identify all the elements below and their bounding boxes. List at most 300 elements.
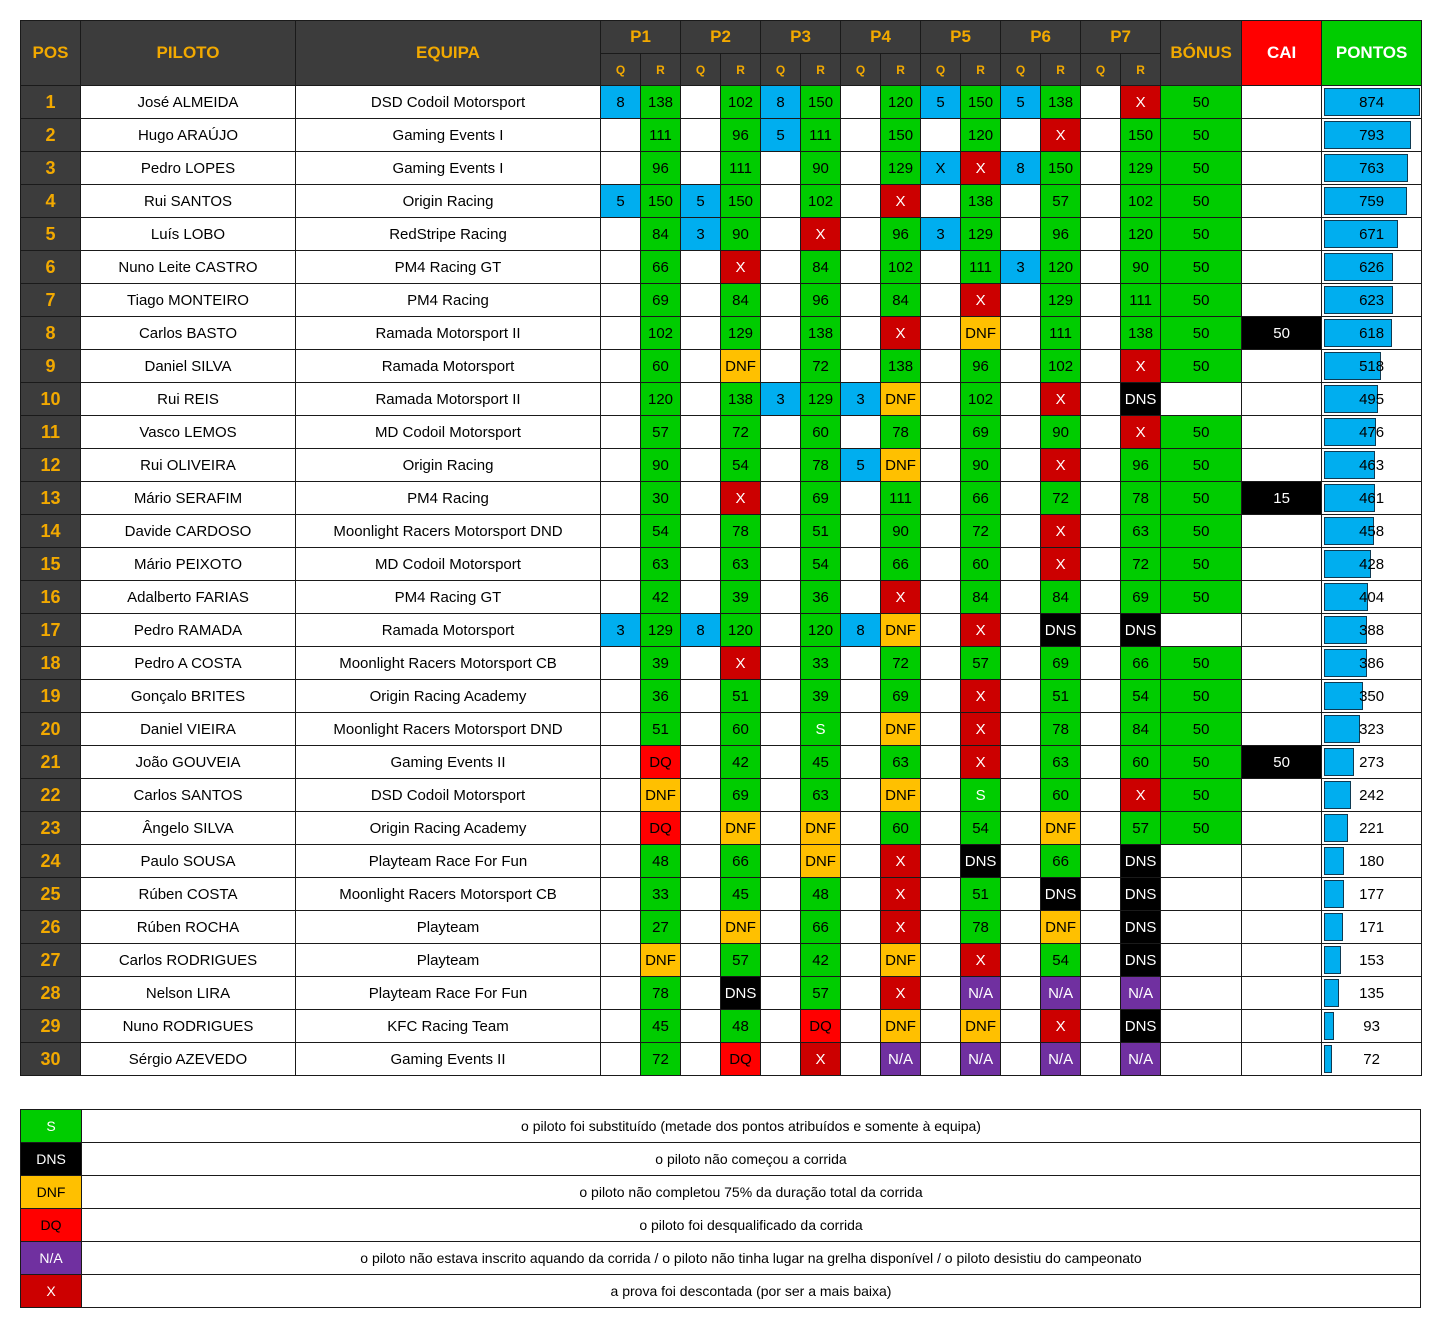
header-p2-q: Q bbox=[681, 54, 721, 86]
race-p1-cell: 39 bbox=[641, 647, 681, 680]
race-p5-cell: 120 bbox=[961, 119, 1001, 152]
qualifying-p5-cell bbox=[921, 647, 961, 680]
race-p1-cell: 48 bbox=[641, 845, 681, 878]
position-cell: 5 bbox=[21, 218, 81, 251]
points-bar bbox=[1324, 781, 1351, 809]
race-p6-cell: 102 bbox=[1041, 350, 1081, 383]
points-cell bbox=[1322, 713, 1422, 746]
points-value: 671 bbox=[1359, 225, 1385, 243]
qualifying-p3-cell bbox=[761, 812, 801, 845]
legend-row bbox=[21, 1275, 1421, 1308]
race-p6-cell: X bbox=[1041, 515, 1081, 548]
race-p5-cell: DNF bbox=[961, 317, 1001, 350]
race-p6-cell: DNS bbox=[1041, 878, 1081, 911]
header-p6-r: R bbox=[1041, 54, 1081, 86]
qualifying-p2-cell bbox=[681, 1010, 721, 1043]
qualifying-p7-cell bbox=[1081, 746, 1121, 779]
qualifying-p7-cell bbox=[1081, 119, 1121, 152]
legend-row bbox=[21, 1143, 1421, 1176]
race-p7-cell: DNS bbox=[1121, 614, 1161, 647]
team-name: KFC Racing Team bbox=[296, 1010, 601, 1043]
cai-cell bbox=[1242, 944, 1322, 977]
qualifying-p7-cell bbox=[1081, 845, 1121, 878]
qualifying-p7-cell bbox=[1081, 152, 1121, 185]
cai-cell bbox=[1242, 350, 1322, 383]
qualifying-p4-cell bbox=[841, 1043, 881, 1076]
race-p1-cell: DNF bbox=[641, 779, 681, 812]
qualifying-p6-cell bbox=[1001, 746, 1041, 779]
qualifying-p1-cell bbox=[601, 152, 641, 185]
qualifying-p2-cell bbox=[681, 1043, 721, 1076]
driver-name: Nuno Leite CASTRO bbox=[81, 251, 296, 284]
table-row bbox=[21, 1043, 1422, 1076]
points-cell bbox=[1322, 86, 1422, 119]
race-p6-cell: 51 bbox=[1041, 680, 1081, 713]
driver-name: Adalberto FARIAS bbox=[81, 581, 296, 614]
table-row bbox=[21, 647, 1422, 680]
race-p1-cell: 138 bbox=[641, 86, 681, 119]
team-name: PM4 Racing bbox=[296, 482, 601, 515]
team-name: PM4 Racing GT bbox=[296, 251, 601, 284]
qualifying-p6-cell bbox=[1001, 185, 1041, 218]
race-p6-cell: X bbox=[1041, 119, 1081, 152]
qualifying-p3-cell bbox=[761, 614, 801, 647]
race-p2-cell: 90 bbox=[721, 218, 761, 251]
race-p5-cell: 54 bbox=[961, 812, 1001, 845]
qualifying-p2-cell: 5 bbox=[681, 185, 721, 218]
team-name: MD Codoil Motorsport bbox=[296, 416, 601, 449]
qualifying-p5-cell bbox=[921, 581, 961, 614]
header-p1-r: R bbox=[641, 54, 681, 86]
race-p5-cell: 84 bbox=[961, 581, 1001, 614]
race-p4-cell: 69 bbox=[881, 680, 921, 713]
qualifying-p7-cell bbox=[1081, 647, 1121, 680]
qualifying-p3-cell bbox=[761, 185, 801, 218]
qualifying-p5-cell bbox=[921, 977, 961, 1010]
qualifying-p6-cell bbox=[1001, 119, 1041, 152]
bonus-cell bbox=[1161, 845, 1242, 878]
driver-name: Carlos RODRIGUES bbox=[81, 944, 296, 977]
team-name: MD Codoil Motorsport bbox=[296, 548, 601, 581]
race-p2-cell: DQ bbox=[721, 1043, 761, 1076]
bonus-cell: 50 bbox=[1161, 218, 1242, 251]
race-p7-cell: DNS bbox=[1121, 911, 1161, 944]
table-row bbox=[21, 911, 1422, 944]
header-p3-q: Q bbox=[761, 54, 801, 86]
qualifying-p3-cell bbox=[761, 944, 801, 977]
race-p5-cell: 111 bbox=[961, 251, 1001, 284]
bonus-cell: 50 bbox=[1161, 86, 1242, 119]
driver-name: Rui SANTOS bbox=[81, 185, 296, 218]
qualifying-p1-cell bbox=[601, 515, 641, 548]
table-row bbox=[21, 383, 1422, 416]
bonus-cell: 50 bbox=[1161, 482, 1242, 515]
legend-row bbox=[21, 1209, 1421, 1242]
race-p3-cell: 39 bbox=[801, 680, 841, 713]
race-p2-cell: 66 bbox=[721, 845, 761, 878]
race-p3-cell: 84 bbox=[801, 251, 841, 284]
points-value: 386 bbox=[1359, 654, 1385, 672]
driver-name: Rúben COSTA bbox=[81, 878, 296, 911]
position-cell: 22 bbox=[21, 779, 81, 812]
qualifying-p7-cell bbox=[1081, 185, 1121, 218]
race-p3-cell: 120 bbox=[801, 614, 841, 647]
qualifying-p3-cell bbox=[761, 152, 801, 185]
race-p5-cell: 57 bbox=[961, 647, 1001, 680]
race-p7-cell: X bbox=[1121, 779, 1161, 812]
race-p1-cell: 102 bbox=[641, 317, 681, 350]
table-row bbox=[21, 185, 1422, 218]
race-p3-cell: DQ bbox=[801, 1010, 841, 1043]
race-p1-cell: 111 bbox=[641, 119, 681, 152]
team-name: Moonlight Racers Motorsport CB bbox=[296, 878, 601, 911]
qualifying-p6-cell bbox=[1001, 779, 1041, 812]
qualifying-p2-cell bbox=[681, 977, 721, 1010]
team-name: PM4 Racing GT bbox=[296, 581, 601, 614]
race-p3-cell: 69 bbox=[801, 482, 841, 515]
race-p4-cell: DNF bbox=[881, 713, 921, 746]
race-p5-cell: 129 bbox=[961, 218, 1001, 251]
qualifying-p4-cell bbox=[841, 944, 881, 977]
legend-code: S bbox=[21, 1110, 82, 1143]
table-row bbox=[21, 152, 1422, 185]
points-cell bbox=[1322, 218, 1422, 251]
position-cell: 26 bbox=[21, 911, 81, 944]
race-p4-cell: X bbox=[881, 317, 921, 350]
header-cai: CAI bbox=[1242, 21, 1322, 86]
race-p6-cell: 60 bbox=[1041, 779, 1081, 812]
position-cell: 8 bbox=[21, 317, 81, 350]
qualifying-p3-cell: 8 bbox=[761, 86, 801, 119]
qualifying-p7-cell bbox=[1081, 350, 1121, 383]
race-p6-cell: X bbox=[1041, 1010, 1081, 1043]
qualifying-p2-cell bbox=[681, 680, 721, 713]
points-value: 135 bbox=[1359, 984, 1385, 1002]
race-p6-cell: DNS bbox=[1041, 614, 1081, 647]
qualifying-p5-cell bbox=[921, 746, 961, 779]
qualifying-p1-cell bbox=[601, 911, 641, 944]
header-p4-r: R bbox=[881, 54, 921, 86]
race-p6-cell: DNF bbox=[1041, 812, 1081, 845]
race-p1-cell: 33 bbox=[641, 878, 681, 911]
qualifying-p4-cell bbox=[841, 86, 881, 119]
position-cell: 19 bbox=[21, 680, 81, 713]
cai-cell bbox=[1242, 779, 1322, 812]
race-p2-cell: 129 bbox=[721, 317, 761, 350]
race-p2-cell: X bbox=[721, 647, 761, 680]
driver-name: Luís LOBO bbox=[81, 218, 296, 251]
driver-name: Tiago MONTEIRO bbox=[81, 284, 296, 317]
driver-name: Nuno RODRIGUES bbox=[81, 1010, 296, 1043]
driver-name: Hugo ARAÚJO bbox=[81, 119, 296, 152]
race-p5-cell: DNS bbox=[961, 845, 1001, 878]
race-p2-cell: 63 bbox=[721, 548, 761, 581]
qualifying-p2-cell bbox=[681, 317, 721, 350]
race-p1-cell: 36 bbox=[641, 680, 681, 713]
team-name: Playteam bbox=[296, 944, 601, 977]
bonus-cell: 50 bbox=[1161, 515, 1242, 548]
bonus-cell: 50 bbox=[1161, 812, 1242, 845]
race-p3-cell: 42 bbox=[801, 944, 841, 977]
driver-name: Daniel SILVA bbox=[81, 350, 296, 383]
header-p1-q: Q bbox=[601, 54, 641, 86]
qualifying-p4-cell bbox=[841, 680, 881, 713]
qualifying-p3-cell bbox=[761, 416, 801, 449]
race-p2-cell: 69 bbox=[721, 779, 761, 812]
position-cell: 7 bbox=[21, 284, 81, 317]
cai-cell: 50 bbox=[1242, 317, 1322, 350]
qualifying-p4-cell bbox=[841, 845, 881, 878]
points-value: 221 bbox=[1359, 819, 1385, 837]
bonus-cell: 50 bbox=[1161, 746, 1242, 779]
qualifying-p2-cell bbox=[681, 581, 721, 614]
team-name: Playteam bbox=[296, 911, 601, 944]
qualifying-p7-cell bbox=[1081, 581, 1121, 614]
bonus-cell: 50 bbox=[1161, 548, 1242, 581]
race-p7-cell: 90 bbox=[1121, 251, 1161, 284]
qualifying-p5-cell bbox=[921, 383, 961, 416]
qualifying-p4-cell bbox=[841, 350, 881, 383]
race-p2-cell: 51 bbox=[721, 680, 761, 713]
race-p7-cell: 84 bbox=[1121, 713, 1161, 746]
bonus-cell: 50 bbox=[1161, 647, 1242, 680]
points-cell bbox=[1322, 911, 1422, 944]
header-pos: POS bbox=[21, 21, 81, 86]
race-p4-cell: 90 bbox=[881, 515, 921, 548]
qualifying-p6-cell bbox=[1001, 911, 1041, 944]
race-p4-cell: X bbox=[881, 911, 921, 944]
race-p7-cell: 102 bbox=[1121, 185, 1161, 218]
qualifying-p3-cell bbox=[761, 317, 801, 350]
race-p5-cell: 60 bbox=[961, 548, 1001, 581]
race-p4-cell: DNF bbox=[881, 779, 921, 812]
qualifying-p4-cell bbox=[841, 284, 881, 317]
race-p1-cell: 51 bbox=[641, 713, 681, 746]
points-cell bbox=[1322, 812, 1422, 845]
qualifying-p1-cell: 5 bbox=[601, 185, 641, 218]
legend-code: N/A bbox=[21, 1242, 82, 1275]
qualifying-p4-cell bbox=[841, 779, 881, 812]
race-p1-cell: 45 bbox=[641, 1010, 681, 1043]
points-value: 495 bbox=[1359, 390, 1385, 408]
race-p4-cell: DNF bbox=[881, 1010, 921, 1043]
bonus-cell: 50 bbox=[1161, 251, 1242, 284]
race-p2-cell: 111 bbox=[721, 152, 761, 185]
team-name: Ramada Motorsport bbox=[296, 614, 601, 647]
points-bar bbox=[1324, 880, 1343, 908]
race-p5-cell: X bbox=[961, 614, 1001, 647]
header-p3-r: R bbox=[801, 54, 841, 86]
race-p4-cell: DNF bbox=[881, 944, 921, 977]
qualifying-p2-cell bbox=[681, 515, 721, 548]
race-p5-cell: 90 bbox=[961, 449, 1001, 482]
points-cell bbox=[1322, 548, 1422, 581]
bonus-cell: 50 bbox=[1161, 416, 1242, 449]
race-p6-cell: N/A bbox=[1041, 1043, 1081, 1076]
race-p1-cell: 69 bbox=[641, 284, 681, 317]
legend-code: X bbox=[21, 1275, 82, 1308]
race-p2-cell: 54 bbox=[721, 449, 761, 482]
legend-row bbox=[21, 1110, 1421, 1143]
race-p2-cell: 39 bbox=[721, 581, 761, 614]
cai-cell: 15 bbox=[1242, 482, 1322, 515]
legend-description: o piloto não começou a corrida bbox=[82, 1143, 1421, 1176]
qualifying-p7-cell bbox=[1081, 944, 1121, 977]
qualifying-p4-cell bbox=[841, 647, 881, 680]
race-p3-cell: 90 bbox=[801, 152, 841, 185]
position-cell: 23 bbox=[21, 812, 81, 845]
table-row bbox=[21, 284, 1422, 317]
points-cell bbox=[1322, 251, 1422, 284]
bonus-cell: 50 bbox=[1161, 119, 1242, 152]
cai-cell bbox=[1242, 581, 1322, 614]
qualifying-p1-cell bbox=[601, 482, 641, 515]
qualifying-p4-cell bbox=[841, 251, 881, 284]
qualifying-p7-cell bbox=[1081, 548, 1121, 581]
header-race-p6: P6 bbox=[1001, 21, 1081, 54]
qualifying-p1-cell bbox=[601, 251, 641, 284]
position-cell: 4 bbox=[21, 185, 81, 218]
race-p3-cell: 138 bbox=[801, 317, 841, 350]
table-row bbox=[21, 779, 1422, 812]
race-p2-cell: DNF bbox=[721, 812, 761, 845]
cai-cell bbox=[1242, 119, 1322, 152]
points-value: 350 bbox=[1359, 687, 1385, 705]
qualifying-p6-cell bbox=[1001, 977, 1041, 1010]
table-row bbox=[21, 977, 1422, 1010]
qualifying-p2-cell bbox=[681, 713, 721, 746]
bonus-cell: 50 bbox=[1161, 185, 1242, 218]
qualifying-p2-cell bbox=[681, 284, 721, 317]
qualifying-p6-cell bbox=[1001, 1010, 1041, 1043]
bonus-cell: 50 bbox=[1161, 317, 1242, 350]
cai-cell bbox=[1242, 911, 1322, 944]
race-p4-cell: DNF bbox=[881, 449, 921, 482]
driver-name: Ângelo SILVA bbox=[81, 812, 296, 845]
qualifying-p5-cell bbox=[921, 185, 961, 218]
driver-name: Nelson LIRA bbox=[81, 977, 296, 1010]
race-p3-cell: 33 bbox=[801, 647, 841, 680]
race-p1-cell: DQ bbox=[641, 746, 681, 779]
race-p7-cell: DNS bbox=[1121, 383, 1161, 416]
position-cell: 18 bbox=[21, 647, 81, 680]
race-p5-cell: DNF bbox=[961, 1010, 1001, 1043]
qualifying-p5-cell bbox=[921, 779, 961, 812]
cai-cell bbox=[1242, 152, 1322, 185]
qualifying-p5-cell bbox=[921, 845, 961, 878]
driver-name: Vasco LEMOS bbox=[81, 416, 296, 449]
qualifying-p2-cell bbox=[681, 548, 721, 581]
points-value: 428 bbox=[1359, 555, 1385, 573]
qualifying-p2-cell bbox=[681, 878, 721, 911]
points-cell bbox=[1322, 416, 1422, 449]
position-cell: 24 bbox=[21, 845, 81, 878]
qualifying-p4-cell bbox=[841, 119, 881, 152]
race-p3-cell: X bbox=[801, 1043, 841, 1076]
table-row bbox=[21, 350, 1422, 383]
race-p1-cell: 42 bbox=[641, 581, 681, 614]
driver-name: Daniel VIEIRA bbox=[81, 713, 296, 746]
team-name: Gaming Events II bbox=[296, 746, 601, 779]
points-cell bbox=[1322, 779, 1422, 812]
qualifying-p1-cell bbox=[601, 878, 641, 911]
qualifying-p1-cell bbox=[601, 284, 641, 317]
driver-name: Rui REIS bbox=[81, 383, 296, 416]
qualifying-p3-cell bbox=[761, 977, 801, 1010]
table-row bbox=[21, 482, 1422, 515]
team-name: Playteam Race For Fun bbox=[296, 977, 601, 1010]
table-row bbox=[21, 317, 1422, 350]
race-p1-cell: 150 bbox=[641, 185, 681, 218]
qualifying-p7-cell bbox=[1081, 878, 1121, 911]
qualifying-p6-cell bbox=[1001, 713, 1041, 746]
race-p1-cell: 96 bbox=[641, 152, 681, 185]
qualifying-p7-cell bbox=[1081, 977, 1121, 1010]
race-p4-cell: N/A bbox=[881, 1043, 921, 1076]
race-p1-cell: DNF bbox=[641, 944, 681, 977]
qualifying-p2-cell bbox=[681, 416, 721, 449]
qualifying-p5-cell bbox=[921, 944, 961, 977]
driver-name: Rúben ROCHA bbox=[81, 911, 296, 944]
qualifying-p5-cell bbox=[921, 911, 961, 944]
legend-description: o piloto foi desqualificado da corrida bbox=[82, 1209, 1421, 1242]
table-row bbox=[21, 1010, 1422, 1043]
race-p4-cell: DNF bbox=[881, 614, 921, 647]
race-p6-cell: X bbox=[1041, 548, 1081, 581]
race-p7-cell: DNS bbox=[1121, 878, 1161, 911]
race-p7-cell: 66 bbox=[1121, 647, 1161, 680]
race-p6-cell: 120 bbox=[1041, 251, 1081, 284]
race-p2-cell: X bbox=[721, 251, 761, 284]
qualifying-p7-cell bbox=[1081, 416, 1121, 449]
race-p3-cell: 66 bbox=[801, 911, 841, 944]
qualifying-p6-cell bbox=[1001, 581, 1041, 614]
race-p2-cell: 78 bbox=[721, 515, 761, 548]
points-cell bbox=[1322, 515, 1422, 548]
points-cell bbox=[1322, 317, 1422, 350]
race-p7-cell: X bbox=[1121, 350, 1161, 383]
qualifying-p5-cell bbox=[921, 449, 961, 482]
race-p3-cell: 63 bbox=[801, 779, 841, 812]
race-p2-cell: DNF bbox=[721, 350, 761, 383]
position-cell: 21 bbox=[21, 746, 81, 779]
position-cell: 27 bbox=[21, 944, 81, 977]
points-cell bbox=[1322, 1010, 1422, 1043]
qualifying-p7-cell bbox=[1081, 383, 1121, 416]
header-p7-r: R bbox=[1121, 54, 1161, 86]
race-p3-cell: 60 bbox=[801, 416, 841, 449]
legend-row bbox=[21, 1242, 1421, 1275]
legend-code: DNF bbox=[21, 1176, 82, 1209]
qualifying-p5-cell bbox=[921, 284, 961, 317]
qualifying-p4-cell bbox=[841, 977, 881, 1010]
bonus-cell bbox=[1161, 878, 1242, 911]
position-cell: 3 bbox=[21, 152, 81, 185]
race-p1-cell: 66 bbox=[641, 251, 681, 284]
header-race-p7: P7 bbox=[1081, 21, 1161, 54]
header-p4-q: Q bbox=[841, 54, 881, 86]
cai-cell bbox=[1242, 251, 1322, 284]
race-p5-cell: N/A bbox=[961, 977, 1001, 1010]
qualifying-p7-cell bbox=[1081, 680, 1121, 713]
race-p1-cell: 60 bbox=[641, 350, 681, 383]
qualifying-p4-cell bbox=[841, 746, 881, 779]
header-race-p4: P4 bbox=[841, 21, 921, 54]
race-p2-cell: 60 bbox=[721, 713, 761, 746]
qualifying-p5-cell bbox=[921, 548, 961, 581]
race-p7-cell: X bbox=[1121, 416, 1161, 449]
legend-description: o piloto foi substituído (metade dos pontos atribuídos e somente à equipa) bbox=[82, 1110, 1421, 1143]
